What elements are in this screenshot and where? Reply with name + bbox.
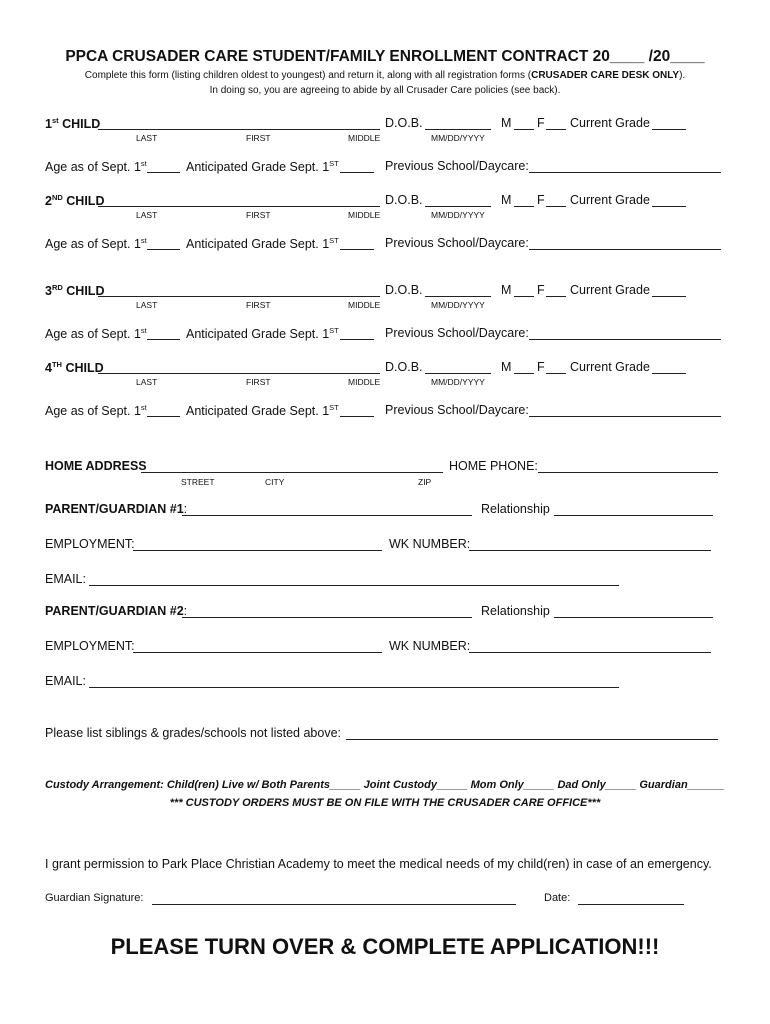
date-field[interactable] (578, 904, 684, 905)
dob-field[interactable] (425, 373, 491, 374)
age-field[interactable] (147, 339, 180, 340)
signature-label: Guardian Signature: (45, 892, 144, 904)
relationship-field[interactable] (554, 515, 713, 516)
anticipated-grade-field[interactable] (340, 416, 374, 417)
anticipated-grade-label: Anticipated Grade Sept. 1ST (186, 236, 339, 252)
m-checkbox-field[interactable] (514, 296, 534, 297)
f-label: F (537, 283, 545, 297)
employment-label: EMPLOYMENT: (45, 639, 135, 653)
previous-school-label: Previous School/Daycare: (385, 326, 529, 340)
relationship-label: Relationship (481, 604, 550, 618)
home-address-label: HOME ADDRESS (45, 459, 147, 473)
email-field[interactable] (89, 585, 619, 586)
sub-middle: MIDDLE (348, 210, 381, 220)
dob-field[interactable] (425, 206, 491, 207)
wk-number-field[interactable] (469, 550, 711, 551)
sub-first: FIRST (246, 133, 271, 143)
date-label: Date: (544, 892, 571, 904)
previous-school-field[interactable] (529, 416, 721, 417)
wk-number-label: WK NUMBER: (389, 639, 471, 653)
sub-date-format: MM/DD/YYYY (431, 210, 485, 220)
child-name-field[interactable] (98, 296, 380, 297)
sub-first: FIRST (246, 210, 271, 220)
dob-label: D.O.B. (385, 360, 423, 374)
anticipated-grade-label: Anticipated Grade Sept. 1ST (186, 159, 339, 175)
email-label: EMAIL: (45, 572, 86, 586)
anticipated-grade-field[interactable] (340, 339, 374, 340)
age-field[interactable] (147, 172, 180, 173)
current-grade-label: Current Grade (570, 283, 650, 297)
previous-school-field[interactable] (529, 172, 721, 173)
guardian-label: PARENT/GUARDIAN #1: (45, 502, 188, 516)
current-grade-label: Current Grade (570, 116, 650, 130)
f-checkbox-field[interactable] (546, 296, 566, 297)
f-checkbox-field[interactable] (546, 129, 566, 130)
intro-line-2: In doing so, you are agreeing to abide by all Crusader Care policies (see back). (209, 85, 561, 96)
sub-last: LAST (136, 300, 158, 310)
siblings-label: Please list siblings & grades/schools not listed above: (45, 726, 341, 740)
previous-school-label: Previous School/Daycare: (385, 236, 529, 250)
f-label: F (537, 116, 545, 130)
employment-field[interactable] (133, 550, 382, 551)
m-label: M (501, 360, 512, 374)
anticipated-grade-field[interactable] (340, 249, 374, 250)
turn-over-notice: PLEASE TURN OVER & COMPLETE APPLICATION!!! (110, 934, 660, 959)
age-label: Age as of Sept. 1st (45, 159, 147, 175)
child-name-field[interactable] (98, 373, 380, 374)
sub-middle: MIDDLE (348, 377, 381, 387)
child-name-field[interactable] (98, 206, 380, 207)
sub-first: FIRST (246, 377, 271, 387)
sub-last: LAST (136, 210, 158, 220)
child-label: 2ND CHILD (45, 193, 105, 209)
child-name-field[interactable] (98, 129, 380, 130)
intro-line-1: Complete this form (listing children oldest to youngest) and return it, along with all registration forms (CRUSADER CARE DESK ONLY). (84, 70, 686, 81)
current-grade-field[interactable] (652, 129, 686, 130)
home-phone-label: HOME PHONE: (449, 459, 538, 473)
custody-orders-notice: *** CUSTODY ORDERS MUST BE ON FILE WITH THE CRUSADER CARE OFFICE*** (169, 797, 601, 809)
guardian-name-field[interactable] (182, 617, 472, 618)
sub-street: STREET (181, 477, 215, 487)
custody-arrangement: Custody Arrangement: Child(ren) Live w/ Both Parents_____ Joint Custody_____ Mom Only_____ Dad Only_____ Guardian______ (45, 779, 725, 791)
f-label: F (537, 360, 545, 374)
email-field[interactable] (89, 687, 619, 688)
dob-field[interactable] (425, 129, 491, 130)
age-label: Age as of Sept. 1st (45, 326, 147, 342)
form-title: PPCA CRUSADER CARE STUDENT/FAMILY ENROLLMENT CONTRACT 20____ /20____ (65, 48, 705, 65)
previous-school-field[interactable] (529, 249, 721, 250)
m-checkbox-field[interactable] (514, 129, 534, 130)
wk-number-label: WK NUMBER: (389, 537, 471, 551)
sub-last: LAST (136, 377, 158, 387)
current-grade-label: Current Grade (570, 360, 650, 374)
dob-label: D.O.B. (385, 283, 423, 297)
anticipated-grade-label: Anticipated Grade Sept. 1ST (186, 403, 339, 419)
f-label: F (537, 193, 545, 207)
sub-middle: MIDDLE (348, 300, 381, 310)
f-checkbox-field[interactable] (546, 206, 566, 207)
dob-label: D.O.B. (385, 193, 423, 207)
relationship-label: Relationship (481, 502, 550, 516)
age-label: Age as of Sept. 1st (45, 403, 147, 419)
previous-school-label: Previous School/Daycare: (385, 159, 529, 173)
child-label: 3RD CHILD (45, 283, 105, 299)
siblings-field[interactable] (346, 739, 718, 740)
current-grade-label: Current Grade (570, 193, 650, 207)
age-field[interactable] (147, 416, 180, 417)
f-checkbox-field[interactable] (546, 373, 566, 374)
relationship-field[interactable] (554, 617, 713, 618)
employment-field[interactable] (133, 652, 382, 653)
previous-school-label: Previous School/Daycare: (385, 403, 529, 417)
medical-permission: I grant permission to Park Place Christian Academy to meet the medical needs of my child(ren) in case of an emergency. (45, 857, 712, 871)
wk-number-field[interactable] (469, 652, 711, 653)
guardian-name-field[interactable] (182, 515, 472, 516)
dob-label: D.O.B. (385, 116, 423, 130)
sub-city: CITY (265, 477, 285, 487)
employment-label: EMPLOYMENT: (45, 537, 135, 551)
child-label: 4TH CHILD (45, 360, 104, 376)
sub-date-format: MM/DD/YYYY (431, 300, 485, 310)
signature-field[interactable] (152, 904, 516, 905)
m-label: M (501, 283, 512, 297)
sub-middle: MIDDLE (348, 133, 381, 143)
sub-date-format: MM/DD/YYYY (431, 133, 485, 143)
sub-date-format: MM/DD/YYYY (431, 377, 485, 387)
home-phone-field[interactable] (538, 472, 718, 473)
anticipated-grade-label: Anticipated Grade Sept. 1ST (186, 326, 339, 342)
current-grade-field[interactable] (652, 296, 686, 297)
sub-first: FIRST (246, 300, 271, 310)
home-address-field[interactable] (141, 472, 443, 473)
anticipated-grade-field[interactable] (340, 172, 374, 173)
age-label: Age as of Sept. 1st (45, 236, 147, 252)
m-label: M (501, 116, 512, 130)
sub-zip: ZIP (418, 477, 432, 487)
guardian-label: PARENT/GUARDIAN #2: (45, 604, 188, 618)
child-label: 1st CHILD (45, 116, 101, 132)
m-checkbox-field[interactable] (514, 206, 534, 207)
previous-school-field[interactable] (529, 339, 721, 340)
dob-field[interactable] (425, 296, 491, 297)
age-field[interactable] (147, 249, 180, 250)
current-grade-field[interactable] (652, 373, 686, 374)
m-checkbox-field[interactable] (514, 373, 534, 374)
email-label: EMAIL: (45, 674, 86, 688)
sub-last: LAST (136, 133, 158, 143)
m-label: M (501, 193, 512, 207)
current-grade-field[interactable] (652, 206, 686, 207)
